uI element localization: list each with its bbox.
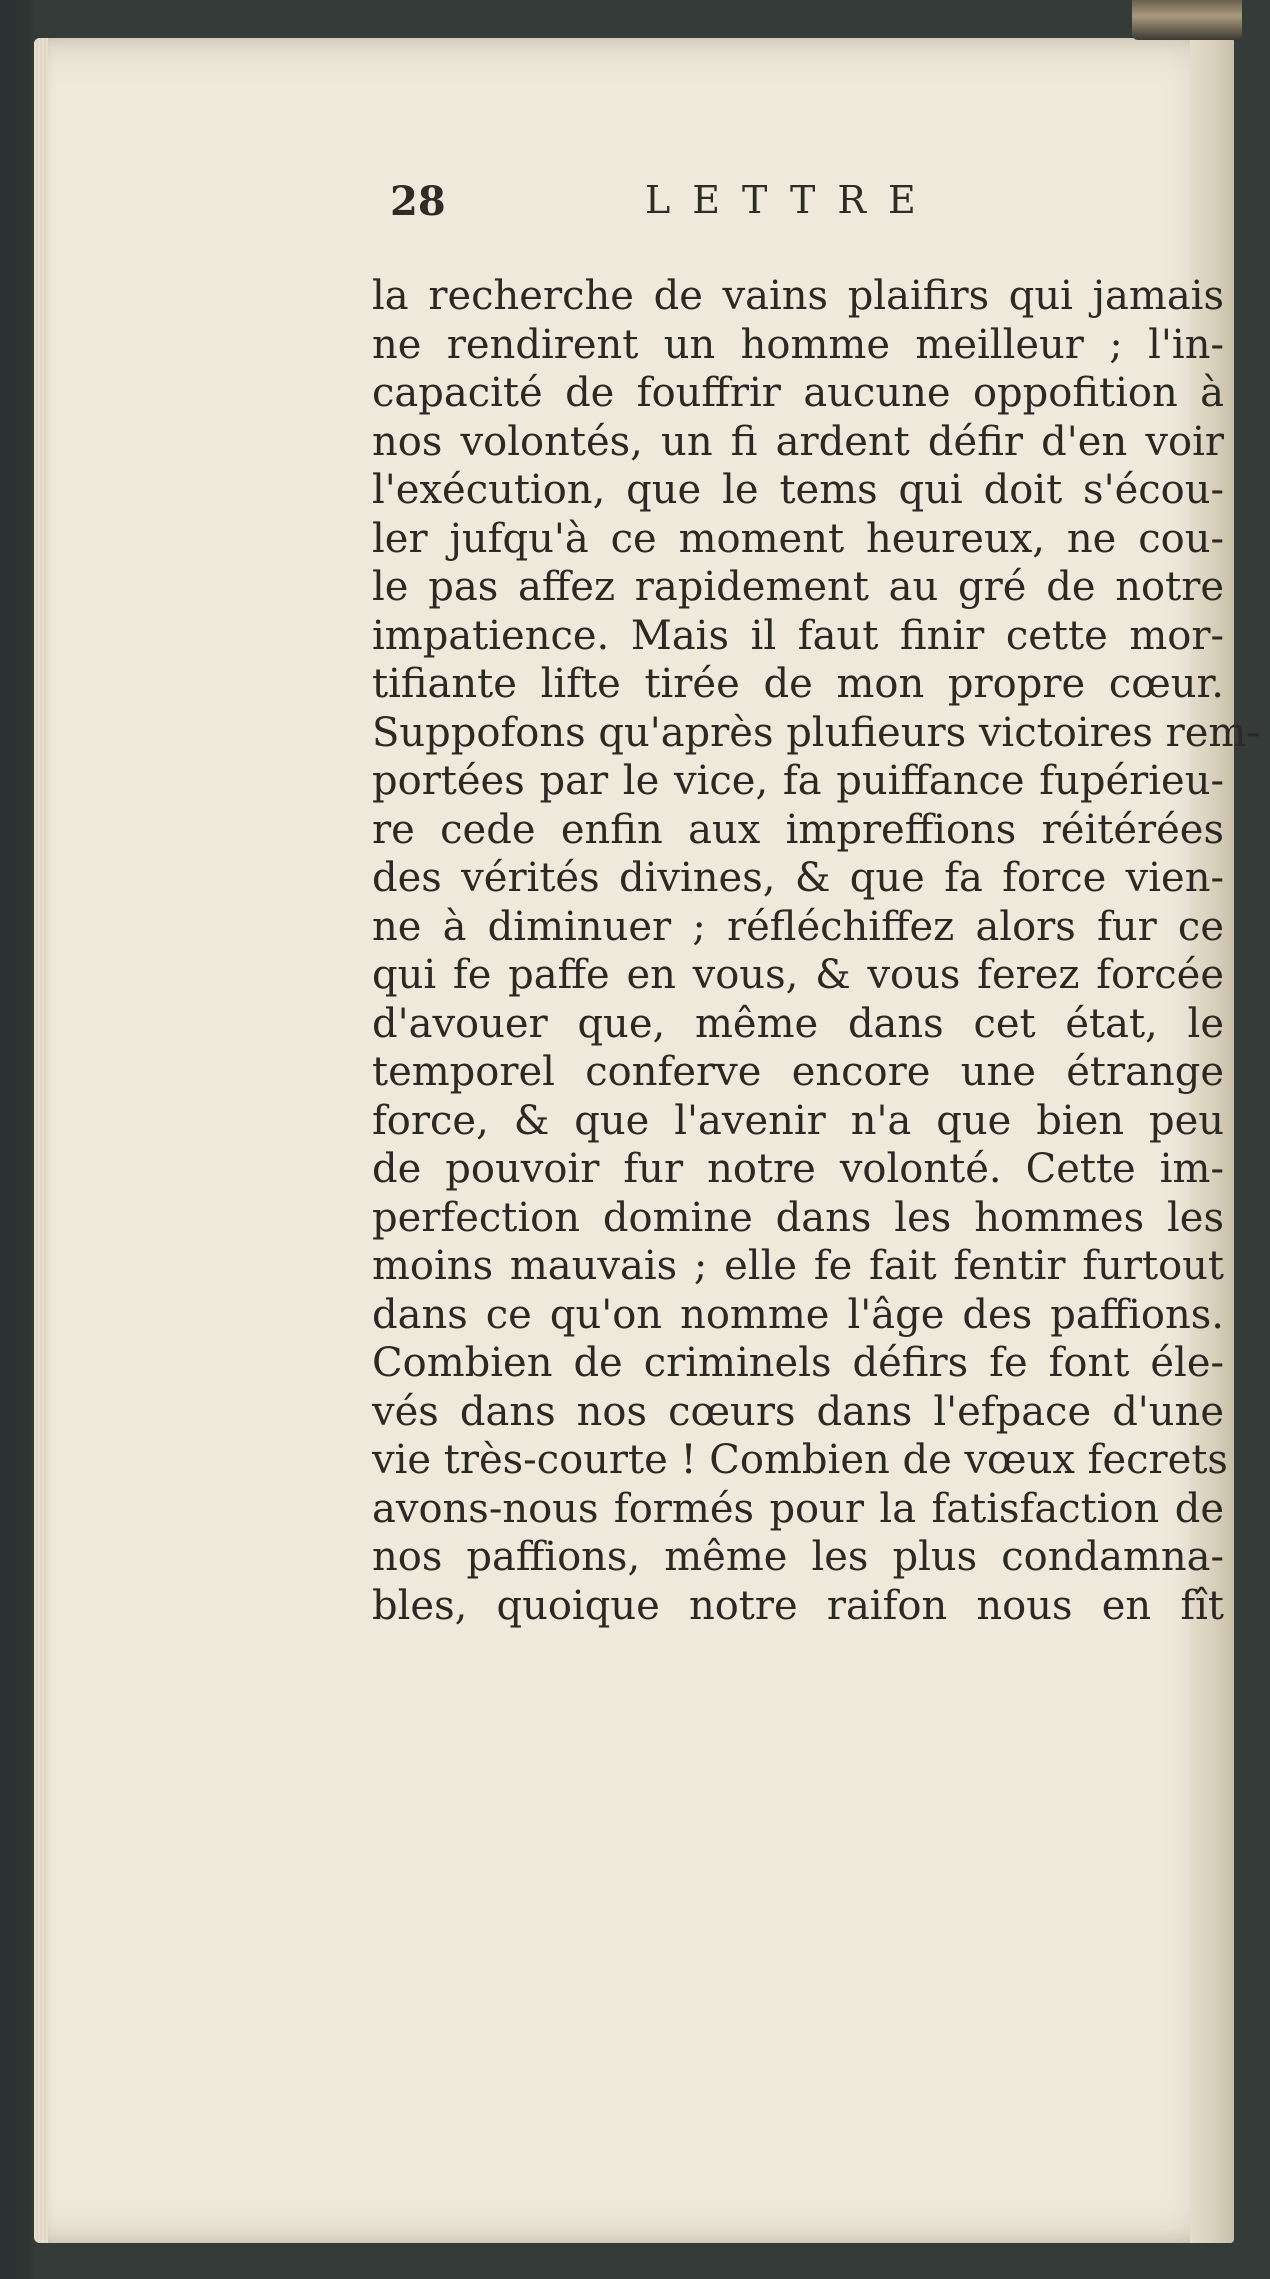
text-line: ne à diminuer ; réfléchiffez alors fur ce (372, 903, 1224, 950)
text-line: d'avouer que, même dans cet état, le (372, 1000, 1224, 1047)
text-line: tifiante lifte tirée de mon propre cœur. (372, 661, 1224, 707)
book-clip (1132, 0, 1242, 40)
body-text (372, 272, 1260, 1630)
text-line: vés dans nos cœurs dans l'efpace d'une (372, 1388, 1224, 1435)
text-line: vie très-courte ! Combien de vœux fecrets (372, 1437, 1228, 1483)
text-line: avons-nous formés pour la fatisfaction de (372, 1485, 1224, 1532)
text-line: dans ce qu'on nomme l'âge des paffions. (372, 1291, 1224, 1338)
text-line: qui fe paffe en vous, & vous ferez forcée (372, 952, 1224, 998)
text-line: temporel conferve encore une étrange (372, 1049, 1224, 1095)
text-line: moins mauvais ; elle fe fait fentir furtout (372, 1243, 1224, 1289)
text-line: des vérités divines, & que fa force vien- (372, 855, 1224, 901)
text-line: Combien de criminels défirs fe font éle- (372, 1340, 1224, 1386)
running-head: LETTRE (645, 178, 938, 222)
text-line: perfection domine dans les hommes les (372, 1194, 1224, 1241)
page-header (390, 178, 990, 238)
text-line: re cede enfin aux impreffions réitérées (372, 806, 1224, 853)
text-line: impatience. Mais il faut finir cette mor- (372, 612, 1224, 659)
page-left-edge (34, 38, 48, 2243)
text-line: le pas affez rapidement au gré de notre (372, 564, 1224, 610)
text-line: ler jufqu'à ce moment heureux, ne cou- (372, 515, 1224, 562)
page-number: 28 (390, 178, 446, 225)
text-line: nos volontés, un fi ardent défir d'en voir (372, 418, 1224, 465)
text-line: bles, quoique notre raifon nous en fît (372, 1582, 1224, 1629)
text-line: force, & que l'avenir n'a que bien peu (372, 1097, 1224, 1144)
text-line: portées par le vice, fa puiffance fupérieu- (372, 758, 1224, 804)
text-line: la recherche de vains plaifirs qui jamais (372, 273, 1224, 319)
text-line: de pouvoir fur notre volonté. Cette im- (372, 1146, 1224, 1192)
text-line: ne rendirent un homme meilleur ; l'in- (372, 321, 1224, 368)
text-line: nos paffions, même les plus condamna- (372, 1534, 1224, 1580)
text-line: Suppofons qu'après plufieurs victoires rem- (372, 709, 1260, 756)
text-line: capacité de fouffrir aucune oppofition à (372, 370, 1224, 416)
text-line: l'exécution, que le tems qui doit s'écou- (372, 467, 1224, 513)
